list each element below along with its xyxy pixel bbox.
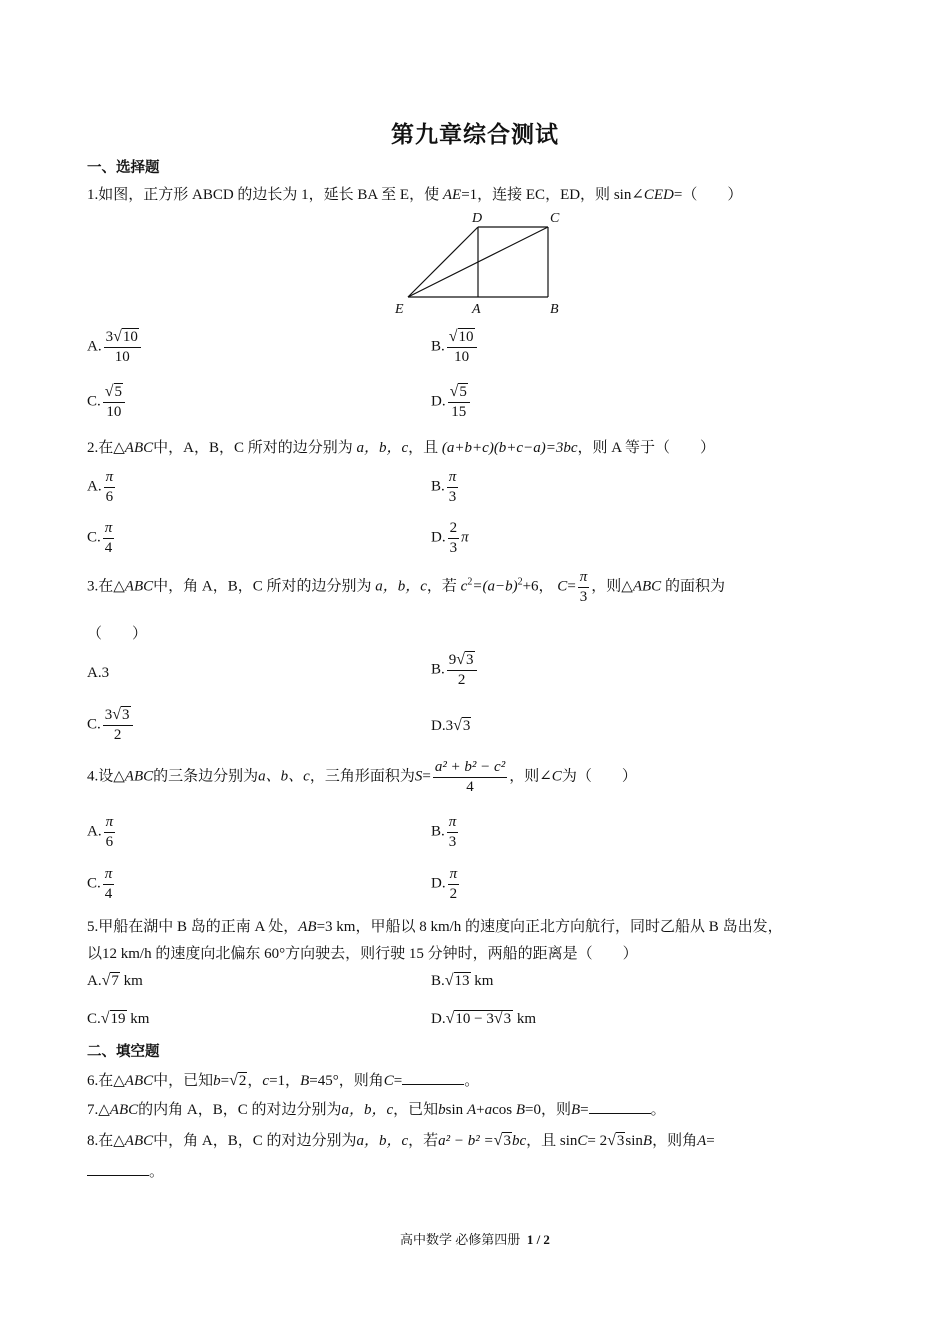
q1-text-e: =（ ） (673, 187, 743, 203)
label-e: E (395, 302, 404, 317)
q5-option-a[interactable]: A.√7 km (87, 972, 143, 989)
q1-option-b[interactable]: B. $\frac{√10}{10}$ (431, 327, 479, 367)
q5-option-d[interactable]: D.√10 − 3√3 km (431, 1010, 537, 1027)
q1-var-ae: AE (442, 187, 462, 203)
q2-option-d[interactable]: D. $\frac{2}{3}$ π (431, 520, 469, 556)
q1-option-a[interactable]: A. $\frac{3√10}{10}$ (87, 327, 143, 367)
question-8-cont: 。 (87, 1160, 164, 1181)
label-c: C (550, 211, 560, 226)
label-b: B (550, 302, 559, 317)
q6-answer-blank[interactable] (402, 1070, 464, 1085)
section-choice-heading: 一、选择题 (87, 160, 160, 176)
question-3-stem: 3.在△ABC中，角 A，B，C 所对的边分别为 a，b，c，若 $c^2=(a-b)^2+6$， C= $\frac{\pi}{3}$ ，则△ABC 的面积为 (87, 569, 725, 605)
q3-option-b[interactable]: B. $\frac{9√3}{2}$ (431, 650, 479, 690)
line-ed (408, 227, 478, 297)
question-4-stem: 4.设△ABC的三条边分别为a、b、c，三角形面积为S= $\frac{\text{a² + b² − c²}}{4}$ ，则∠C为（ ） (87, 759, 637, 795)
square-figure (390, 208, 570, 318)
page-title: 第九章综合测试 (391, 122, 559, 147)
q1-var-ced: CED (643, 187, 674, 203)
q4-option-d[interactable]: D. $\frac{\pi}{2}$ (431, 866, 458, 902)
question-5-line-2: 以12 km/h 的速度向北偏东 60°方向驶去，则行驶 15 分钟时，两船的距离是（ ） (87, 946, 638, 962)
q7-answer-blank[interactable] (589, 1099, 651, 1114)
q3-option-d[interactable]: D.3√3 (431, 717, 471, 734)
question-2-stem: 2.在△ABC中，A，B，C 所对的边分别为 a，b，c，且 (a+b+c)(b+c−a)=3bc，则 A 等于（ ） (87, 440, 716, 456)
q1-text-b: =1，连接 EC，ED，则 (461, 187, 611, 203)
q2-option-a[interactable]: A. $\frac{\pi}{6}$ (87, 469, 114, 505)
q5-option-b[interactable]: B.√13 km (431, 972, 494, 989)
label-a: A (472, 302, 481, 317)
q3-option-c[interactable]: C. $\frac{3√3}{2}$ (87, 705, 135, 745)
page-number: 1 / 2 (526, 1232, 550, 1247)
question-5-line-1: 5.甲船在湖中 B 岛的正南 A 处，AB=3 km，甲船以 8 km/h 的速度向正北方向航行，同时乙船从 B 岛出发， (87, 919, 783, 935)
q1-option-c[interactable]: C. $\frac{√5}{10}$ (87, 382, 127, 422)
question-1-stem (87, 183, 742, 204)
q4-option-a[interactable]: A. $\frac{\pi}{6}$ (87, 814, 114, 850)
question-7: 7.△ABC的内角 A，B，C 的对边分别为a，b，c，已知bsin A+acos B=0，则B= 。 (87, 1098, 666, 1119)
q8-answer-blank[interactable] (87, 1161, 149, 1176)
q2-option-b[interactable]: B. $\frac{\pi}{3}$ (431, 469, 457, 505)
q5-option-c[interactable]: C.√19 km (87, 1010, 150, 1027)
question-8: 8.在△ABC中，角 A，B，C 的对边分别为a，b，c，若a² − b² =√3bc，且 sinC= 2√3sinB，则角A= (87, 1132, 715, 1149)
q3-option-a[interactable]: A.3 (87, 665, 110, 681)
q2-option-c[interactable]: C. $\frac{\pi}{4}$ (87, 520, 113, 556)
q1-text-c: sin∠ (613, 187, 644, 203)
q1-text-a: 1.如图，正方形 ABCD 的边长为 1，延长 BA 至 E，使 (87, 187, 440, 203)
footer-text: 高中数学 必修第四册 (400, 1232, 521, 1247)
q4-option-b[interactable]: B. $\frac{\pi}{3}$ (431, 814, 457, 850)
label-d: D (472, 211, 483, 226)
page-footer (0, 1229, 950, 1248)
q4-option-c[interactable]: C. $\frac{\pi}{4}$ (87, 866, 113, 902)
q1-option-d[interactable]: D. $\frac{√5}{15}$ (431, 382, 472, 422)
question-3-stem-cont: （ ） (87, 626, 148, 642)
question-6: 6.在△ABC中，已知b=√2，c=1，B=45°，则角C= 。 (87, 1072, 480, 1089)
section-fill-heading: 二、填空题 (87, 1044, 160, 1060)
